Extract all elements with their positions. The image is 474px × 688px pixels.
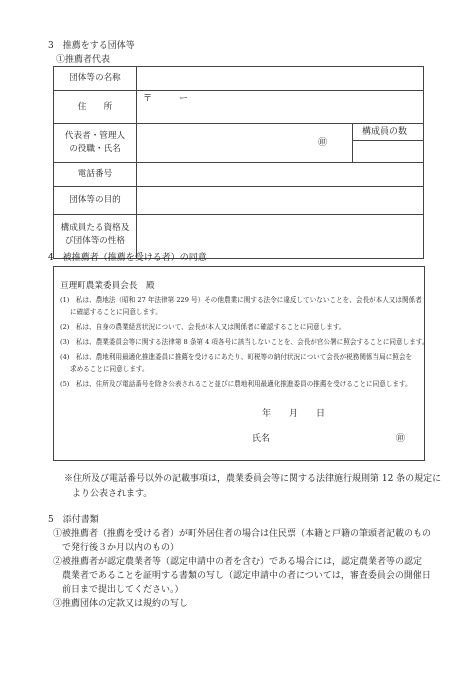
consent-item-4b: 求めることに同意します。 [70,365,149,373]
org-name-label: 団体等の名称 [69,73,121,83]
attachment-1a: ①被推薦者（推薦を受ける者）が町外居住者の場合は住民票（本籍と戸籍の筆頭者記載のもの [53,529,432,539]
publication-note-line1: ※住所及び電話番号以外の記載事項は，農業委員会等に関する法律施行規則第 12 条の規定に [64,474,442,484]
consent-item-3: (3) 私は、農業委員会等に関する法律第 8 条第 4 項各号に該当しないことを、会長が官公署に照会することに同意します。 [60,338,429,346]
qualification-label-1: 構成員たる資格及 [60,223,130,233]
attachment-2c: 前日まで提出してください。） [53,585,184,595]
representative-label-2: の役職・氏名 [69,144,121,154]
zip-field[interactable]: 〒 ー [143,94,189,104]
consent-item-1a: (1) 私は、農地法（昭和 27 年法律第 229 号）その他農業に関する法令に違反していないことを、会長が本人又は関係者 [60,296,422,304]
section5-heading: 5 添付書類 [48,515,99,525]
attachment-2b: 農業者であることを証明する書類の写し（認定申請中の者については，審査委員会の開催日 [53,571,431,581]
consent-seal-mark: ㊞ [396,434,406,444]
attachment-2a: ②被推薦者が認定農業者等（認定申請中の者を含む）である場合には，認定農業者等の認定 [53,557,423,567]
qualification-label-2: び団体等の性格 [64,236,126,246]
addressee: 亘理町農業委員会長 殿 [60,281,155,291]
representative-label-1: 代表者・管理人 [64,131,126,141]
section3-heading: 3 推薦をする団体等 [48,41,135,51]
purpose-label: 団体等の目的 [69,195,121,205]
attachment-1b: で発行後３か月以内のもの） [53,543,180,553]
consent-date[interactable]: 年 月 日 [262,409,326,419]
consent-item-4a: (4) 私は、農地利用最適化推進委員に推薦を受けるにあたり、町税等の納付状況について会長が税務関係当局に照会を [60,353,413,361]
consent-name-label: 氏名 [252,434,271,444]
phone-label: 電話番号 [77,169,113,179]
publication-note-line2: より公表されます。 [72,489,153,499]
member-count-label: 構成員の数 [362,127,408,137]
consent-item-1b: に確認することに同意します。 [70,308,162,316]
rep-seal-mark: ㊞ [318,138,328,148]
attachment-3: ③推薦団体の定款又は規約の写し [53,599,189,609]
consent-box [53,266,429,461]
section4-heading: 4 被推薦者（推薦を受ける者）の同意 [48,253,207,263]
consent-item-5: (5) 私は、住所及び電話番号を除き公表されること並びに農地利用最適化推進委員の推薦を受けることに同意します。 [60,380,412,388]
section3-subheading: ①推薦者代表 [56,55,111,65]
address-label: 住 所 [77,102,113,112]
consent-item-2: (2) 私は、自身の農業経営状況について、会長が本人又は関係者に確認することに同意します。 [60,323,346,331]
